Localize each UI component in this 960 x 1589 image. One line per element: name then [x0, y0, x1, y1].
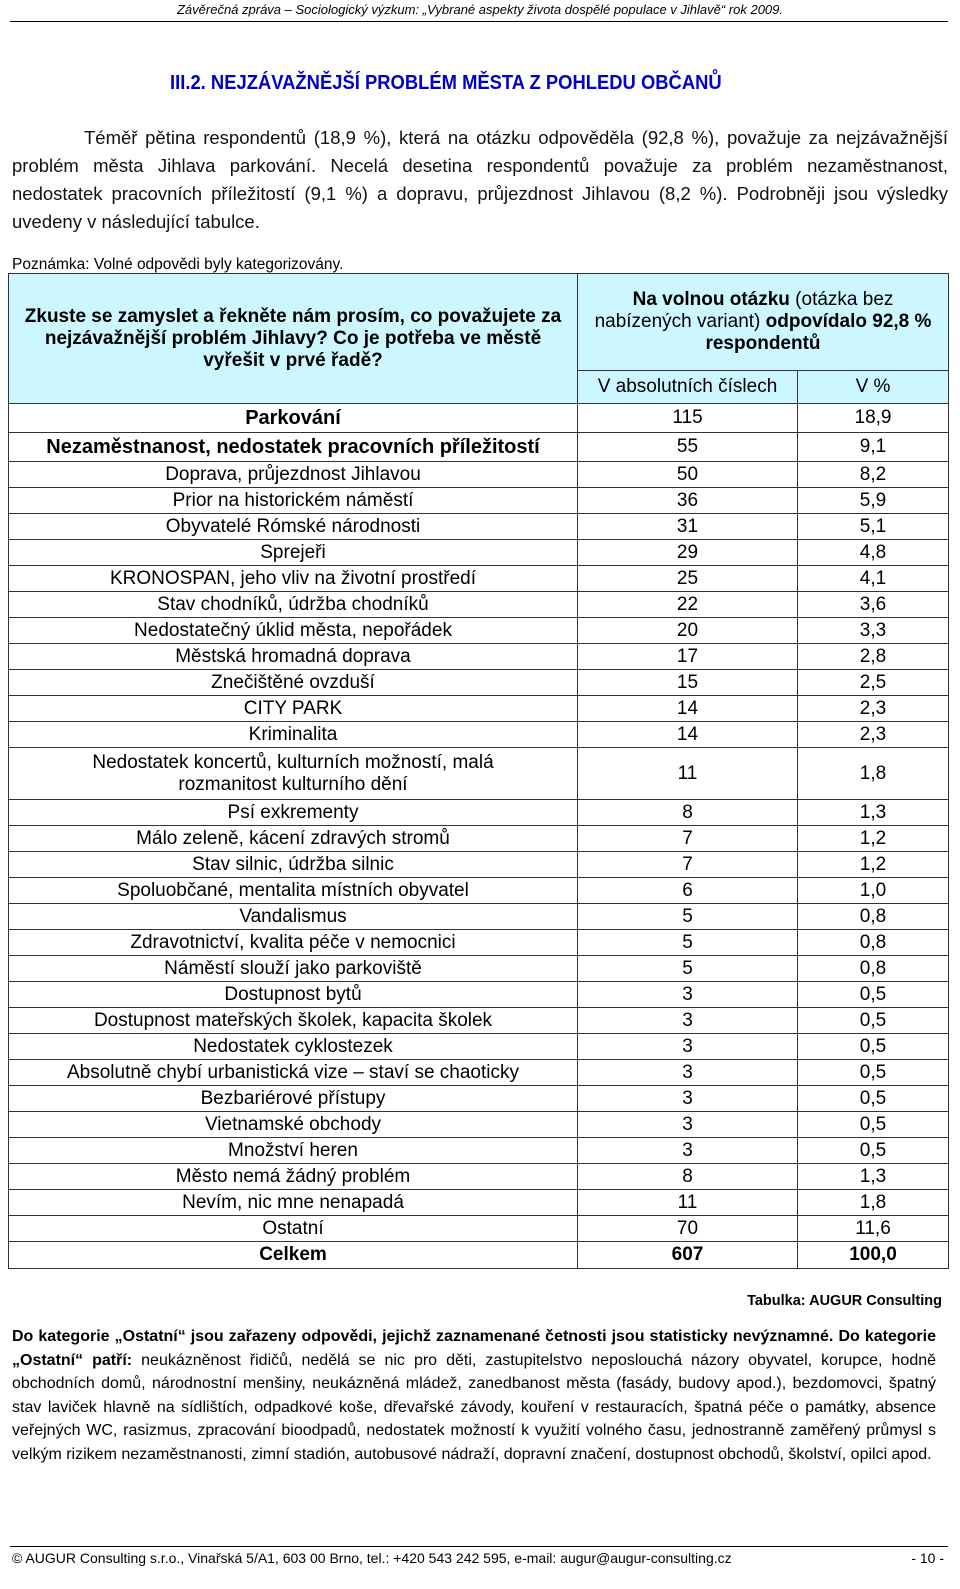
row-label: Prior na historickém náměstí: [9, 488, 578, 514]
table-row: [9, 800, 949, 826]
row-percent-value: 11,6: [798, 1216, 949, 1242]
row-label: Obyvatelé Rómské národnosti: [9, 514, 578, 540]
row-percent-value: 4,1: [798, 566, 949, 592]
row-percent-value: 0,5: [798, 1060, 949, 1086]
row-label: Spoluobčané, mentalita místních obyvatel: [9, 878, 578, 904]
row-percent-value: 8,2: [798, 462, 949, 488]
row-absolute-value: 5: [578, 956, 798, 982]
row-label: Nedostatek koncertů, kulturních možností, malá rozmanitost kulturního dění: [9, 748, 578, 800]
row-absolute-value: 3: [578, 1112, 798, 1138]
row-absolute-value: 14: [578, 722, 798, 748]
table-row: [9, 722, 949, 748]
row-percent-value: 1,8: [798, 748, 949, 800]
row-absolute-value: 22: [578, 592, 798, 618]
note-text: Poznámka: Volné odpovědi byly kategorizovány.: [12, 256, 344, 273]
table-row: [9, 540, 949, 566]
table-row: [9, 956, 949, 982]
table-total-row: [9, 1242, 949, 1269]
results-table: [8, 273, 949, 1269]
row-percent-value: 0,5: [798, 1008, 949, 1034]
row-percent-value: 4,8: [798, 540, 949, 566]
table-row: [9, 1216, 949, 1242]
table-row: [9, 670, 949, 696]
row-label: Dostupnost mateřských školek, kapacita školek: [9, 1008, 578, 1034]
question-cell: Zkuste se zamyslet a řekněte nám prosím, co považujete za nejzávažnější problém Jihlavy? Co je potřeba ve městě vyřešit v prvé řadě?: [9, 274, 578, 404]
row-percent-value: 3,3: [798, 618, 949, 644]
row-absolute-value: 3: [578, 1034, 798, 1060]
row-absolute-value: 3: [578, 1086, 798, 1112]
row-label: Nedostatek cyklostezek: [9, 1034, 578, 1060]
explanation-paragraph: [12, 1325, 936, 1466]
row-label: Nedostatečný úklid města, nepořádek: [9, 618, 578, 644]
row-absolute-value: 25: [578, 566, 798, 592]
row-percent-value: 0,8: [798, 904, 949, 930]
row-percent-value: 0,5: [798, 1112, 949, 1138]
row-absolute-value: 50: [578, 462, 798, 488]
row-percent-value: 3,6: [798, 592, 949, 618]
table-row: [9, 878, 949, 904]
table-row: [9, 1112, 949, 1138]
running-header: Závěrečná zpráva – Sociologický výzkum: „Vybrané aspekty života dospělé populace v Jihlavě“ rok 2009.: [176, 2, 784, 17]
row-label: Vandalismus: [9, 904, 578, 930]
table-row: [9, 644, 949, 670]
row-absolute-value: 55: [578, 433, 798, 462]
row-percent-value: 0,5: [798, 1138, 949, 1164]
row-percent-value: 1,8: [798, 1190, 949, 1216]
row-label: Náměstí slouží jako parkoviště: [9, 956, 578, 982]
table-row: [9, 1060, 949, 1086]
answer-header-part3: odpovídalo 92,8 % respondentů: [705, 311, 932, 354]
row-absolute-value: 70: [578, 1216, 798, 1242]
row-label: Doprava, průjezdnost Jihlavou: [9, 462, 578, 488]
table-row: [9, 852, 949, 878]
row-label: Stav silnic, údržba silnic: [9, 852, 578, 878]
row-label: Ostatní: [9, 1216, 578, 1242]
row-absolute-value: 31: [578, 514, 798, 540]
row-label: Kriminalita: [9, 722, 578, 748]
explanation-bold-intro: Do kategorie „Ostatní“ jsou zařazeny odpovědi, jejichž zaznamenané četnosti jsou statisticky nevýznamné. Do kategorie „Ostatní“ patří:: [12, 1328, 936, 1369]
row-label: Sprejeři: [9, 540, 578, 566]
row-label: Znečištěné ovzduší: [9, 670, 578, 696]
header-divider: [10, 21, 948, 22]
page-number: - 10 -: [911, 1550, 944, 1566]
row-percent-value: 9,1: [798, 433, 949, 462]
row-percent-value: 0,5: [798, 1086, 949, 1112]
column-header-percent: V %: [798, 371, 949, 404]
row-absolute-value: 3: [578, 982, 798, 1008]
footer-divider: [10, 1546, 948, 1547]
table-row: [9, 462, 949, 488]
row-absolute-value: 15: [578, 670, 798, 696]
table-row: [9, 1086, 949, 1112]
answer-header-part2: (otázka bez nabízených variant): [594, 289, 894, 332]
row-percent-value: 0,5: [798, 982, 949, 1008]
row-absolute-value: 8: [578, 800, 798, 826]
footer-company: © AUGUR Consulting s.r.o., Vinařská 5/A1, 603 00 Brno, tel.: +420 543 242 595, e-mail: augur@augur-consulting.cz: [12, 1550, 732, 1566]
row-label: Nezaměstnanost, nedostatek pracovních příležitostí: [9, 433, 578, 462]
total-percent-value: 100,0: [798, 1242, 949, 1269]
table-row: [9, 592, 949, 618]
column-header-absolute: V absolutních číslech: [578, 371, 798, 404]
row-absolute-value: 36: [578, 488, 798, 514]
row-label: Množství heren: [9, 1138, 578, 1164]
table-row: [9, 826, 949, 852]
row-absolute-value: 3: [578, 1138, 798, 1164]
row-absolute-value: 11: [578, 748, 798, 800]
row-percent-value: 0,8: [798, 956, 949, 982]
row-percent-value: 0,8: [798, 930, 949, 956]
total-absolute-value: 607: [578, 1242, 798, 1269]
row-absolute-value: 20: [578, 618, 798, 644]
table-row: [9, 1190, 949, 1216]
explanation-text: neukázněnost řidičů, nedělá se nic pro děti, zastupitelstvo neposlouchá názory obyvatel, korupce, hodně obchodních domů, národnostní menšiny, neukázněná mládež, zanedbanost města (fasády, budovy apod.), bezdomovci, špatný stav laviček hlavně na sídlištích, odpadkové koše, dřevařské závody, kouření v restauracích, špatná péče o památky, absence veřejných WC, rasizmus, zpracování bioodpadů, nedostatek možností k využití volného času, jednostranně zaměřený průmysl s velkým rizikem nezaměstnanosti, zimní stadión, autobusové nádraží, dopravní značení, dostupnost obchodů, školství, opilci apod.: [12, 1351, 937, 1463]
row-label: Vietnamské obchody: [9, 1112, 578, 1138]
answer-header-cell: [578, 274, 949, 371]
row-absolute-value: 7: [578, 826, 798, 852]
row-label: Bezbariérové přístupy: [9, 1086, 578, 1112]
table-row: [9, 930, 949, 956]
row-percent-value: 5,9: [798, 488, 949, 514]
table-row: [9, 1164, 949, 1190]
row-label: Stav chodníků, údržba chodníků: [9, 592, 578, 618]
table-source: Tabulka: AUGUR Consulting: [747, 1293, 942, 1309]
row-label: Parkování: [9, 404, 578, 433]
row-absolute-value: 14: [578, 696, 798, 722]
row-label: Dostupnost bytů: [9, 982, 578, 1008]
table-row: [9, 514, 949, 540]
table-row: [9, 982, 949, 1008]
row-label: Městská hromadná doprava: [9, 644, 578, 670]
row-label: Absolutně chybí urbanistická vize – staví se chaoticky: [9, 1060, 578, 1086]
row-absolute-value: 17: [578, 644, 798, 670]
row-absolute-value: 7: [578, 852, 798, 878]
row-percent-value: 1,3: [798, 1164, 949, 1190]
row-percent-value: 1,0: [798, 878, 949, 904]
row-percent-value: 18,9: [798, 404, 949, 433]
row-absolute-value: 11: [578, 1190, 798, 1216]
table-row: [9, 1008, 949, 1034]
row-absolute-value: 6: [578, 878, 798, 904]
row-percent-value: 1,2: [798, 826, 949, 852]
row-absolute-value: 8: [578, 1164, 798, 1190]
table-row: [9, 566, 949, 592]
row-percent-value: 1,2: [798, 852, 949, 878]
row-label: Město nemá žádný problém: [9, 1164, 578, 1190]
table-row: [9, 748, 949, 800]
table-row: [9, 433, 949, 462]
row-label: Psí exkrementy: [9, 800, 578, 826]
table-row: [9, 1138, 949, 1164]
row-percent-value: 2,5: [798, 670, 949, 696]
row-absolute-value: 3: [578, 1008, 798, 1034]
row-percent-value: 2,8: [798, 644, 949, 670]
row-label: Málo zeleně, kácení zdravých stromů: [9, 826, 578, 852]
row-percent-value: 1,3: [798, 800, 949, 826]
row-absolute-value: 5: [578, 930, 798, 956]
section-heading: III.2. NEJZÁVAŽNĚJŠÍ PROBLÉM MĚSTA Z POHLEDU OBČANŮ: [170, 72, 722, 94]
row-absolute-value: 115: [578, 404, 798, 433]
intro-paragraph: Téměř pětina respondentů (18,9 %), která na otázku odpověděla (92,8 %), považuje za nejzávažnější problém města Jihlava parkování. Necelá desetina respondentů považuje za problém nezaměstnanost, nedostatek pracovních příležitostí (9,1 %) a dopravu, průjezdnost Jihlavou (8,2 %). Podrobněji jsou výsledky uvedeny v následující tabulce.: [12, 127, 948, 232]
row-label: KRONOSPAN, jeho vliv na životní prostředí: [9, 566, 578, 592]
answer-header-part1: Na volnou otázku: [632, 289, 790, 310]
row-absolute-value: 5: [578, 904, 798, 930]
row-percent-value: 5,1: [798, 514, 949, 540]
row-percent-value: 2,3: [798, 696, 949, 722]
row-label: Nevím, nic mne nenapadá: [9, 1190, 578, 1216]
table-row: [9, 904, 949, 930]
row-absolute-value: 29: [578, 540, 798, 566]
row-label: CITY PARK: [9, 696, 578, 722]
table-row: [9, 696, 949, 722]
table-row: [9, 488, 949, 514]
table-row: [9, 404, 949, 433]
row-absolute-value: 3: [578, 1060, 798, 1086]
row-label: Zdravotnictví, kvalita péče v nemocnici: [9, 930, 578, 956]
row-percent-value: 0,5: [798, 1034, 949, 1060]
table-row: [9, 618, 949, 644]
table-row: [9, 1034, 949, 1060]
row-percent-value: 2,3: [798, 722, 949, 748]
total-label: Celkem: [9, 1242, 578, 1269]
